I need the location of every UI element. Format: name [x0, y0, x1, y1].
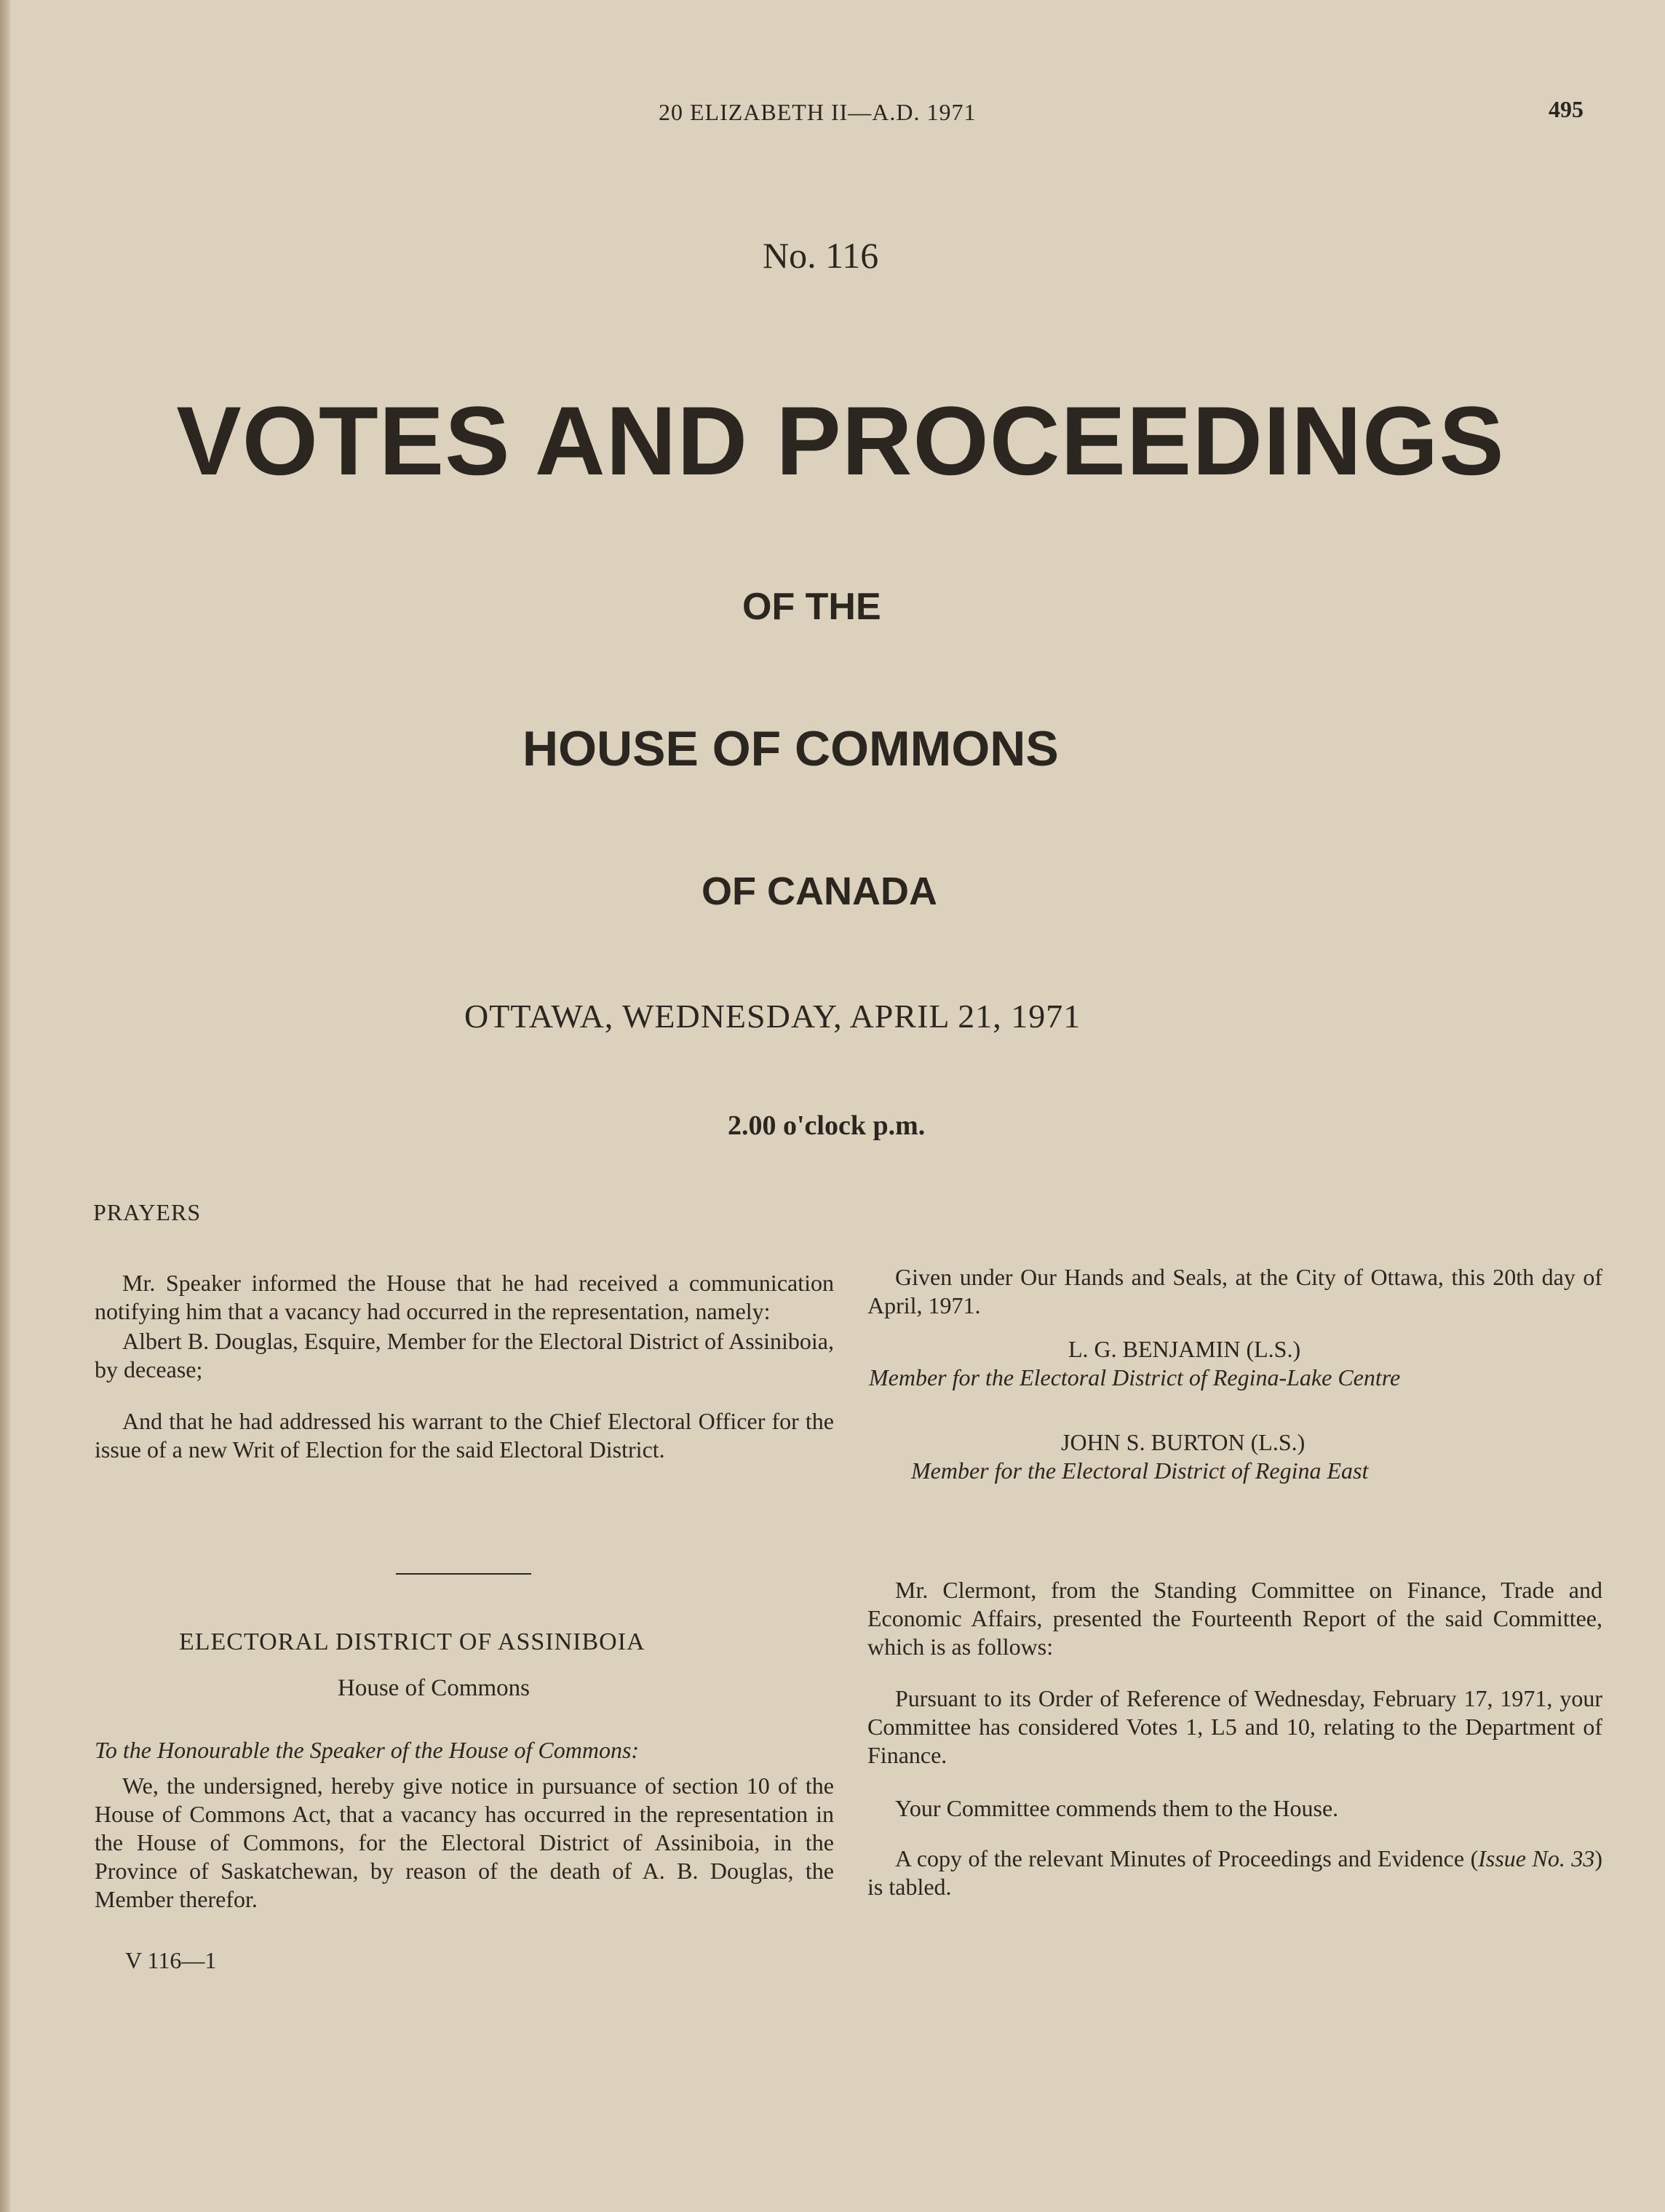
- signatory-1-title: Member for the Electoral District of Regina-Lake Centre: [869, 1364, 1401, 1391]
- vacancy-paragraph: Mr. Speaker informed the House that he had received a communication notifying him that a vacancy had occurred in the representation, namely:: [95, 1270, 834, 1324]
- signatory-2-title: Member for the Electoral District of Regina East: [911, 1457, 1369, 1484]
- committee-paragraph: Mr. Clermont, from the Standing Committee on Finance, Trade and Economic Affairs, presented the Fourteenth Report of the said Committee, which is as follows:: [867, 1577, 1602, 1660]
- title-of-the: OF THE: [742, 586, 881, 628]
- report-paragraph: Pursuant to its Order of Reference of Wednesday, February 17, 1971, your Committee has considered Votes 1, L5 and 10, relating to the Department of Finance.: [867, 1685, 1602, 1768]
- signature-mark: V 116—1: [125, 1947, 217, 1973]
- notice-paragraph: We, the undersigned, hereby give notice in pursuance of section 10 of the House of Commons Act, that a vacancy has occurred in the representation in the House of Commons, for the Electoral District of Assiniboia, in the Province of Saskatchewan, by reason of the death of A. B. Douglas, the Member therefor.: [95, 1773, 834, 1912]
- district-heading: ELECTORAL DISTRICT OF ASSINIBOIA: [179, 1628, 645, 1655]
- title-house-of-commons: HOUSE OF COMMONS: [522, 721, 1059, 776]
- signatory-2-name: JOHN S. BURTON (L.S.): [1061, 1429, 1306, 1455]
- page-number: 495: [1549, 96, 1583, 122]
- signatory-1-name: L. G. BENJAMIN (L.S.): [1068, 1336, 1301, 1362]
- section-divider: [396, 1573, 531, 1575]
- copy-paragraph-end: ) is tabled.: [867, 1845, 1603, 1900]
- page-title: VOTES AND PROCEEDINGS: [176, 387, 1505, 496]
- sitting-time: 2.00 o'clock p.m.: [728, 1110, 926, 1141]
- date-line: OTTAWA, WEDNESDAY, APRIL 21, 1971: [464, 998, 1081, 1035]
- given-section: [867, 1263, 1602, 1320]
- running-head: 20 ELIZABETH II—A.D. 1971: [659, 99, 977, 125]
- prayers-heading: PRAYERS: [93, 1199, 202, 1225]
- committee-report-section: [867, 1576, 1602, 1901]
- warrant-paragraph: And that he had addressed his warrant to the Chief Electoral Officer for the issue of a new Writ of Election for the said Electoral District.: [95, 1408, 834, 1463]
- district-subheading: House of Commons: [338, 1675, 530, 1701]
- given-paragraph: Given under Our Hands and Seals, at the City of Ottawa, this 20th day of April, 1971.: [867, 1264, 1602, 1318]
- writ-notice-section: [95, 1736, 834, 1914]
- copy-paragraph-start: A copy of the relevant Minutes of Proceedings and Evidence (: [895, 1845, 1479, 1871]
- vacancy-notice-section: [95, 1269, 834, 1464]
- member-paragraph: Albert B. Douglas, Esquire, Member for the Electoral District of Assiniboia, by decease;: [95, 1328, 834, 1382]
- commends-paragraph: Your Committee commends them to the House.: [895, 1795, 1339, 1821]
- salutation: To the Honourable the Speaker of the House of Commons:: [95, 1737, 640, 1763]
- copy-paragraph: [867, 1845, 1602, 1901]
- page-binding-edge: [0, 0, 10, 2212]
- title-of-canada: OF CANADA: [702, 870, 937, 913]
- issue-reference: Issue No. 33: [1478, 1845, 1595, 1871]
- issue-number: No. 116: [763, 235, 879, 276]
